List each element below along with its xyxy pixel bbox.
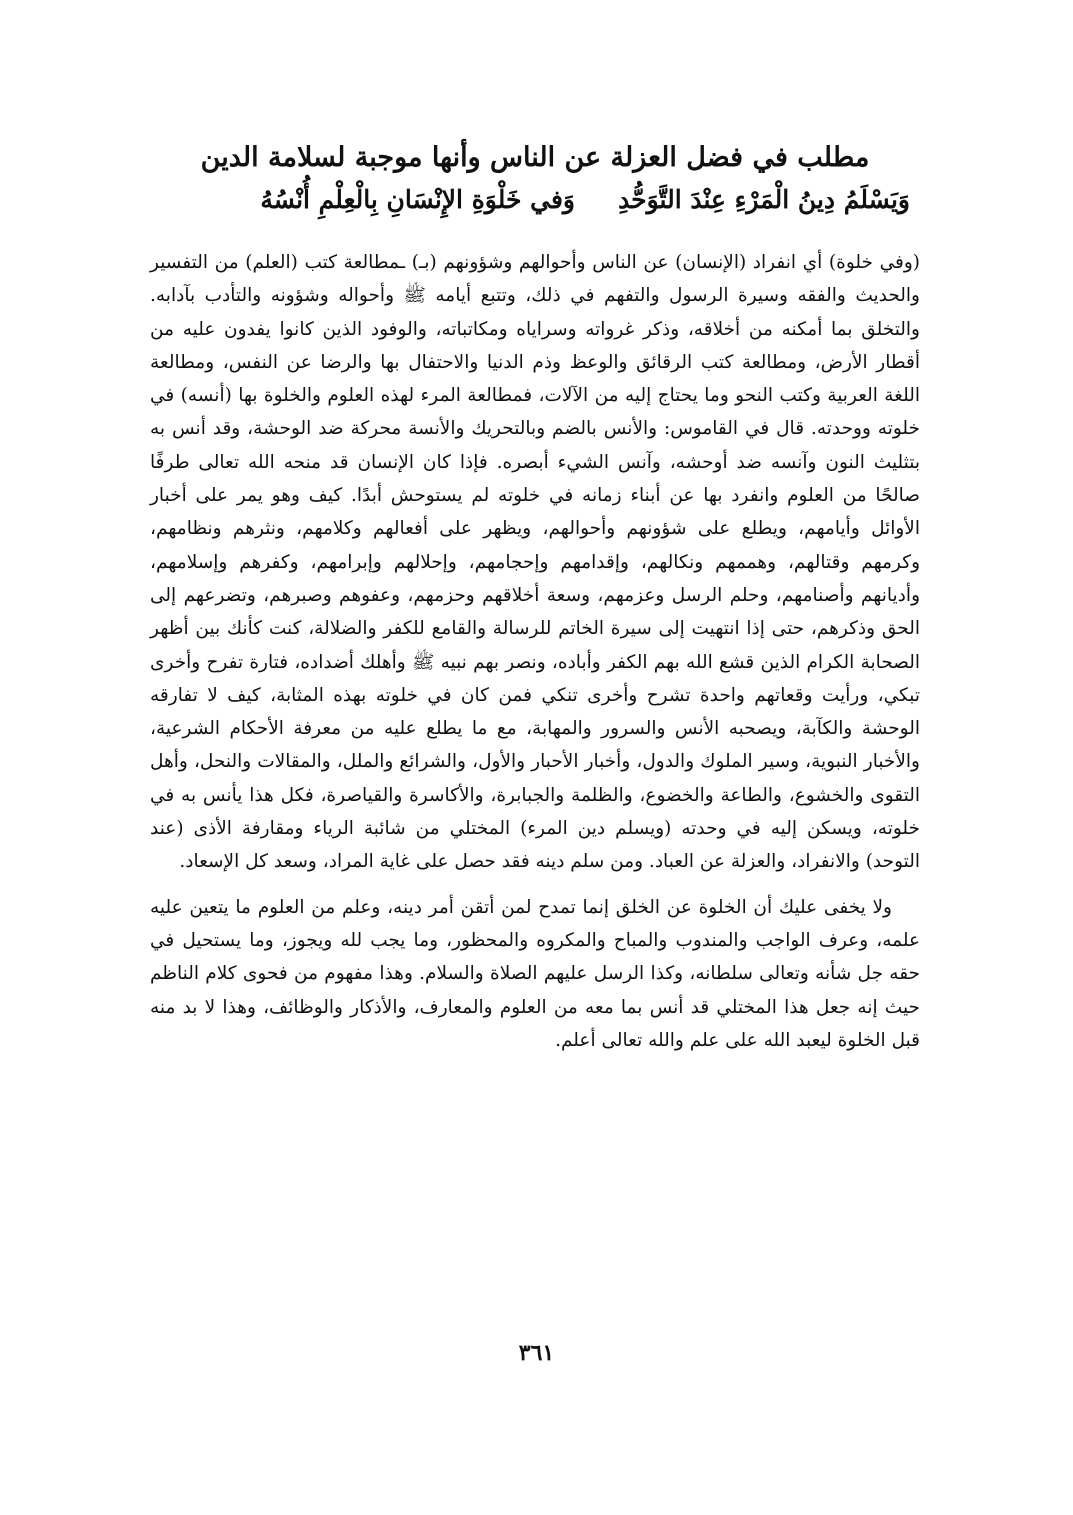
commentary-text: [150, 246, 920, 1057]
paragraph-note: ولا يخفى عليك أن الخلوة عن الخلق إنما تمدح لمن أتقن أمر دينه، وعلم من العلوم ما يتعين عليه علمه، وعرف الواجب والمندوب والمباح والمكروه والمحظور، وما يجب لله ويجوز، وما يستحيل في حقه جل شأنه وتعالى سلطانه، وكذا الرسل عليهم الصلاة والسلام. وهذا مفهوم من فحوى كلام الناظم حيث إنه جعل هذا المختلي قد أنس بما معه من العلوم والمعارف، والأذكار والوظائف، وهذا لا بد منه قبل الخلوة ليعبد الله على علم والله تعالى أعلم.: [150, 896, 920, 1051]
paragraph-commentary: (وفي خلوة) أي انفراد (الإنسان) عن الناس وأحوالهم وشؤونهم (بـ) ـمطالعة كتب (العلم) من التفسير والحديث والفقه وسيرة الرسول والتفهم في ذلك، وتتبع أيامه ﷺ وأحواله وشؤونه والتأدب بآدابه. والتخلق بما أمكنه من أخلاقه، وذكر غرواته وسراياه ومكاتباته، والوفود الذين كانوا يفدون عليه من أقطار الأرض، ومطالعة كتب الرقائق والوعظ وذم الدنيا والاحتفال بها والرضا عن النفس، ومطالعة اللغة العربية وكتب النحو وما يحتاج إليه من الآلات، فمطالعة المرء لهذه العلوم والخلوة بها (أنسه) في خلوته ووحدته. قال في القاموس: والأنس بالضم وبالتحريك والأنسة محركة ضد الوحشة، وقد أنس به بتثليث النون وآنسه ضد أوحشه، وآنس الشيء أبصره. فإذا كان الإنسان قد منحه الله تعالى طرفًا صالحًا من العلوم وانفرد بها عن أبناء زمانه في خلوته لم يستوحش أبدًا. كيف وهو يمر على أخبار الأوائل وأيامهم، ويطلع على شؤونهم وأحوالهم، ويظهر على أفعالهم وكلامهم، ونثرهم ونظامهم، وكرمهم وقتالهم، وهممهم ونكالهم، وإقدامهم وإحجامهم، وإحلالهم وإبرامهم، وكفرهم وإسلامهم، وأديانهم وأصنامهم، وحلم الرسل وعزمهم، وسعة أخلاقهم وحزمهم، وعفوهم وصبرهم، وتضرعهم إلى الحق وذكرهم، حتى إذا انتهيت إلى سيرة الخاتم للرسالة والقامع للكفر والضلالة، كنت كأنك بين أظهر الصحابة الكرام الذين قشع الله بهم الكفر وأباده، ونصر بهم نبيه ﷺ وأهلك أضداده، فتارة تفرح وأخرى تبكي، ورأيت وقعاتهم واحدة تشرح وأخرى تنكي فمن كان في خلوته بهذه المثابة، كيف لا تفارقه الوحشة والكآبة، ويصحبه الأنس والسرور والمهابة، مع ما يطلع عليه من معرفة الأحكام الشرعية، والأخبار النبوية، وسير الملوك والدول، وأخبار الأحبار والأول، والشرائع والملل، والمقالات والنحل، وأهل التقوى والخشوع، والطاعة والخضوع، والظلمة والجبابرة، والأكاسرة والقياصرة، فكل هذا يأنس به في خلوته، ويسكن إليه في وحدته (ويسلم دين المرء) المختلي من شائبة الرياء ومقارفة الأذى (عند التوحد) والانفراد، والعزلة عن العباد. ومن سلم دينه فقد حصل على غاية المراد، وسعد كل الإسعاد.: [150, 252, 920, 873]
verse-first-hemistich: وَفي خَلْوَةِ الإِنْسَانِ بِالْعِلْمِ أُنْسُهُ: [260, 185, 575, 214]
page-number: ٣٦١: [518, 1340, 555, 1366]
section-title: مطلب في فضل العزلة عن الناس وأنها موجبة لسلامة الدين: [200, 142, 870, 173]
poem-verse: [150, 178, 920, 226]
verse-second-hemistich: وَيَسْلَمُ دِينُ الْمَرْءِ عِنْدَ التَّوَحُّدِ: [618, 185, 910, 214]
